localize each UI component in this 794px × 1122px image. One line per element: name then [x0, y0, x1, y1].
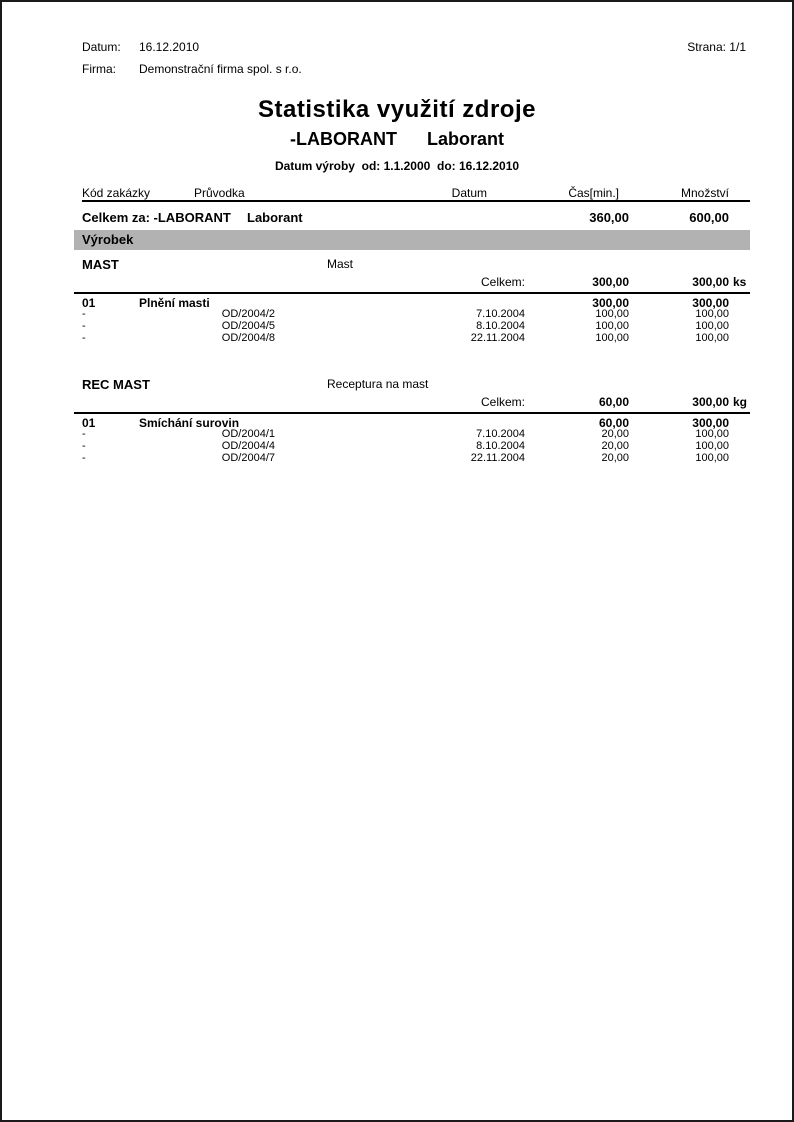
- grand-total-label: Celkem za: -LABORANT: [82, 209, 231, 225]
- detail-cas: 20,00: [601, 440, 629, 452]
- product-total-mnozstvi: 300,00: [692, 275, 729, 289]
- resource-name: Laborant: [426, 129, 504, 149]
- product-total-mnozstvi: 300,00: [692, 395, 729, 409]
- report-title: Statistika využití zdroje: [258, 96, 536, 123]
- operation-name: Smíchání surovin: [139, 416, 240, 430]
- datum-label: Datum:: [82, 40, 121, 54]
- detail-row: [82, 332, 750, 344]
- detail-cas: 100,00: [595, 332, 629, 344]
- detail-cas: 100,00: [595, 308, 629, 320]
- product-row: [82, 256, 750, 272]
- product-code: MAST: [82, 256, 119, 272]
- meta-row-firma: [82, 62, 302, 84]
- detail-mnozstvi: 100,00: [695, 440, 729, 452]
- product-total-unit: kg: [733, 395, 748, 409]
- product-total-label: Celkem:: [480, 395, 525, 409]
- grand-total-row: [82, 202, 750, 228]
- detail-datum: 22.11.2004: [470, 332, 525, 344]
- col-header-datum: Datum: [451, 186, 487, 200]
- page-number: Strana: 1/1: [687, 40, 746, 54]
- detail-dash: -: [82, 452, 86, 464]
- operation-mnozstvi: 300,00: [692, 296, 729, 310]
- detail-row: [82, 320, 750, 332]
- product-total-unit: ks: [733, 275, 747, 289]
- detail-mnozstvi: 100,00: [695, 320, 729, 332]
- detail-mnozstvi: 100,00: [695, 332, 729, 344]
- detail-pruvodka: OD/2004/2: [221, 308, 275, 320]
- detail-row: [82, 440, 750, 452]
- operation-row: [82, 294, 750, 308]
- operation-name: Plnění masti: [139, 296, 210, 310]
- detail-row: [82, 428, 750, 440]
- product-row: [82, 376, 750, 392]
- table-header-row: [82, 184, 750, 202]
- detail-datum: 22.11.2004: [470, 452, 525, 464]
- operation-cas: 300,00: [592, 296, 629, 310]
- detail-mnozstvi: 100,00: [695, 308, 729, 320]
- firma-label: Firma:: [82, 62, 116, 76]
- detail-pruvodka: OD/2004/1: [221, 428, 275, 440]
- grand-total-name: Laborant: [247, 209, 303, 225]
- firma-value: Demonstrační firma spol. s r.o.: [139, 62, 302, 76]
- detail-cas: 20,00: [601, 428, 629, 440]
- product-code: REC MAST: [82, 376, 150, 392]
- product-desc: Mast: [327, 257, 354, 271]
- product-total-cas: 300,00: [592, 275, 629, 289]
- detail-pruvodka: OD/2004/5: [221, 320, 275, 332]
- resource-code: -LABORANT: [290, 129, 397, 149]
- resource-subtitle: [2, 129, 792, 150]
- detail-datum: 8.10.2004: [476, 440, 525, 452]
- product-desc: Receptura na mast: [327, 377, 429, 391]
- detail-dash: -: [82, 440, 86, 452]
- col-header-pruvodka: Průvodka: [194, 186, 245, 200]
- detail-mnozstvi: 100,00: [695, 428, 729, 440]
- grand-total-cas: 360,00: [589, 209, 629, 225]
- datum-value: 16.12.2010: [139, 40, 200, 54]
- detail-cas: 100,00: [595, 320, 629, 332]
- detail-pruvodka: OD/2004/7: [221, 452, 275, 464]
- operation-code: 01: [82, 416, 96, 430]
- detail-datum: 7.10.2004: [476, 308, 525, 320]
- product-total-row: [82, 394, 750, 410]
- operation-mnozstvi: 300,00: [692, 416, 729, 430]
- detail-row: [82, 308, 750, 320]
- title-block: [2, 96, 792, 173]
- detail-dash: -: [82, 332, 86, 344]
- detail-pruvodka: OD/2004/4: [221, 440, 275, 452]
- detail-cas: 20,00: [601, 452, 629, 464]
- report-table: [82, 184, 750, 464]
- detail-pruvodka: OD/2004/8: [221, 332, 275, 344]
- detail-datum: 8.10.2004: [476, 320, 525, 332]
- report-meta: [82, 40, 302, 84]
- detail-dash: -: [82, 320, 86, 332]
- grand-total-mnozstvi: 600,00: [689, 209, 729, 225]
- product-total-label: Celkem:: [480, 275, 525, 289]
- detail-mnozstvi: 100,00: [695, 452, 729, 464]
- product-total-row: [82, 274, 750, 290]
- section-band: Výrobek: [74, 230, 750, 250]
- section-gap: [82, 344, 750, 370]
- detail-dash: -: [82, 428, 86, 440]
- detail-row: [82, 452, 750, 464]
- meta-row-datum: [82, 40, 302, 62]
- operation-code: 01: [82, 296, 96, 310]
- col-header-cas: Čas[min.]: [568, 186, 619, 200]
- production-date-range: Datum výroby od: 1.1.2000 do: 16.12.2010: [274, 159, 520, 173]
- operation-cas: 60,00: [598, 416, 629, 430]
- col-header-mnozstvi: Množství: [680, 186, 729, 200]
- col-header-kod: Kód zakázky: [82, 186, 151, 200]
- operation-row: [82, 414, 750, 428]
- detail-dash: -: [82, 308, 86, 320]
- product-total-cas: 60,00: [598, 395, 629, 409]
- detail-datum: 7.10.2004: [476, 428, 525, 440]
